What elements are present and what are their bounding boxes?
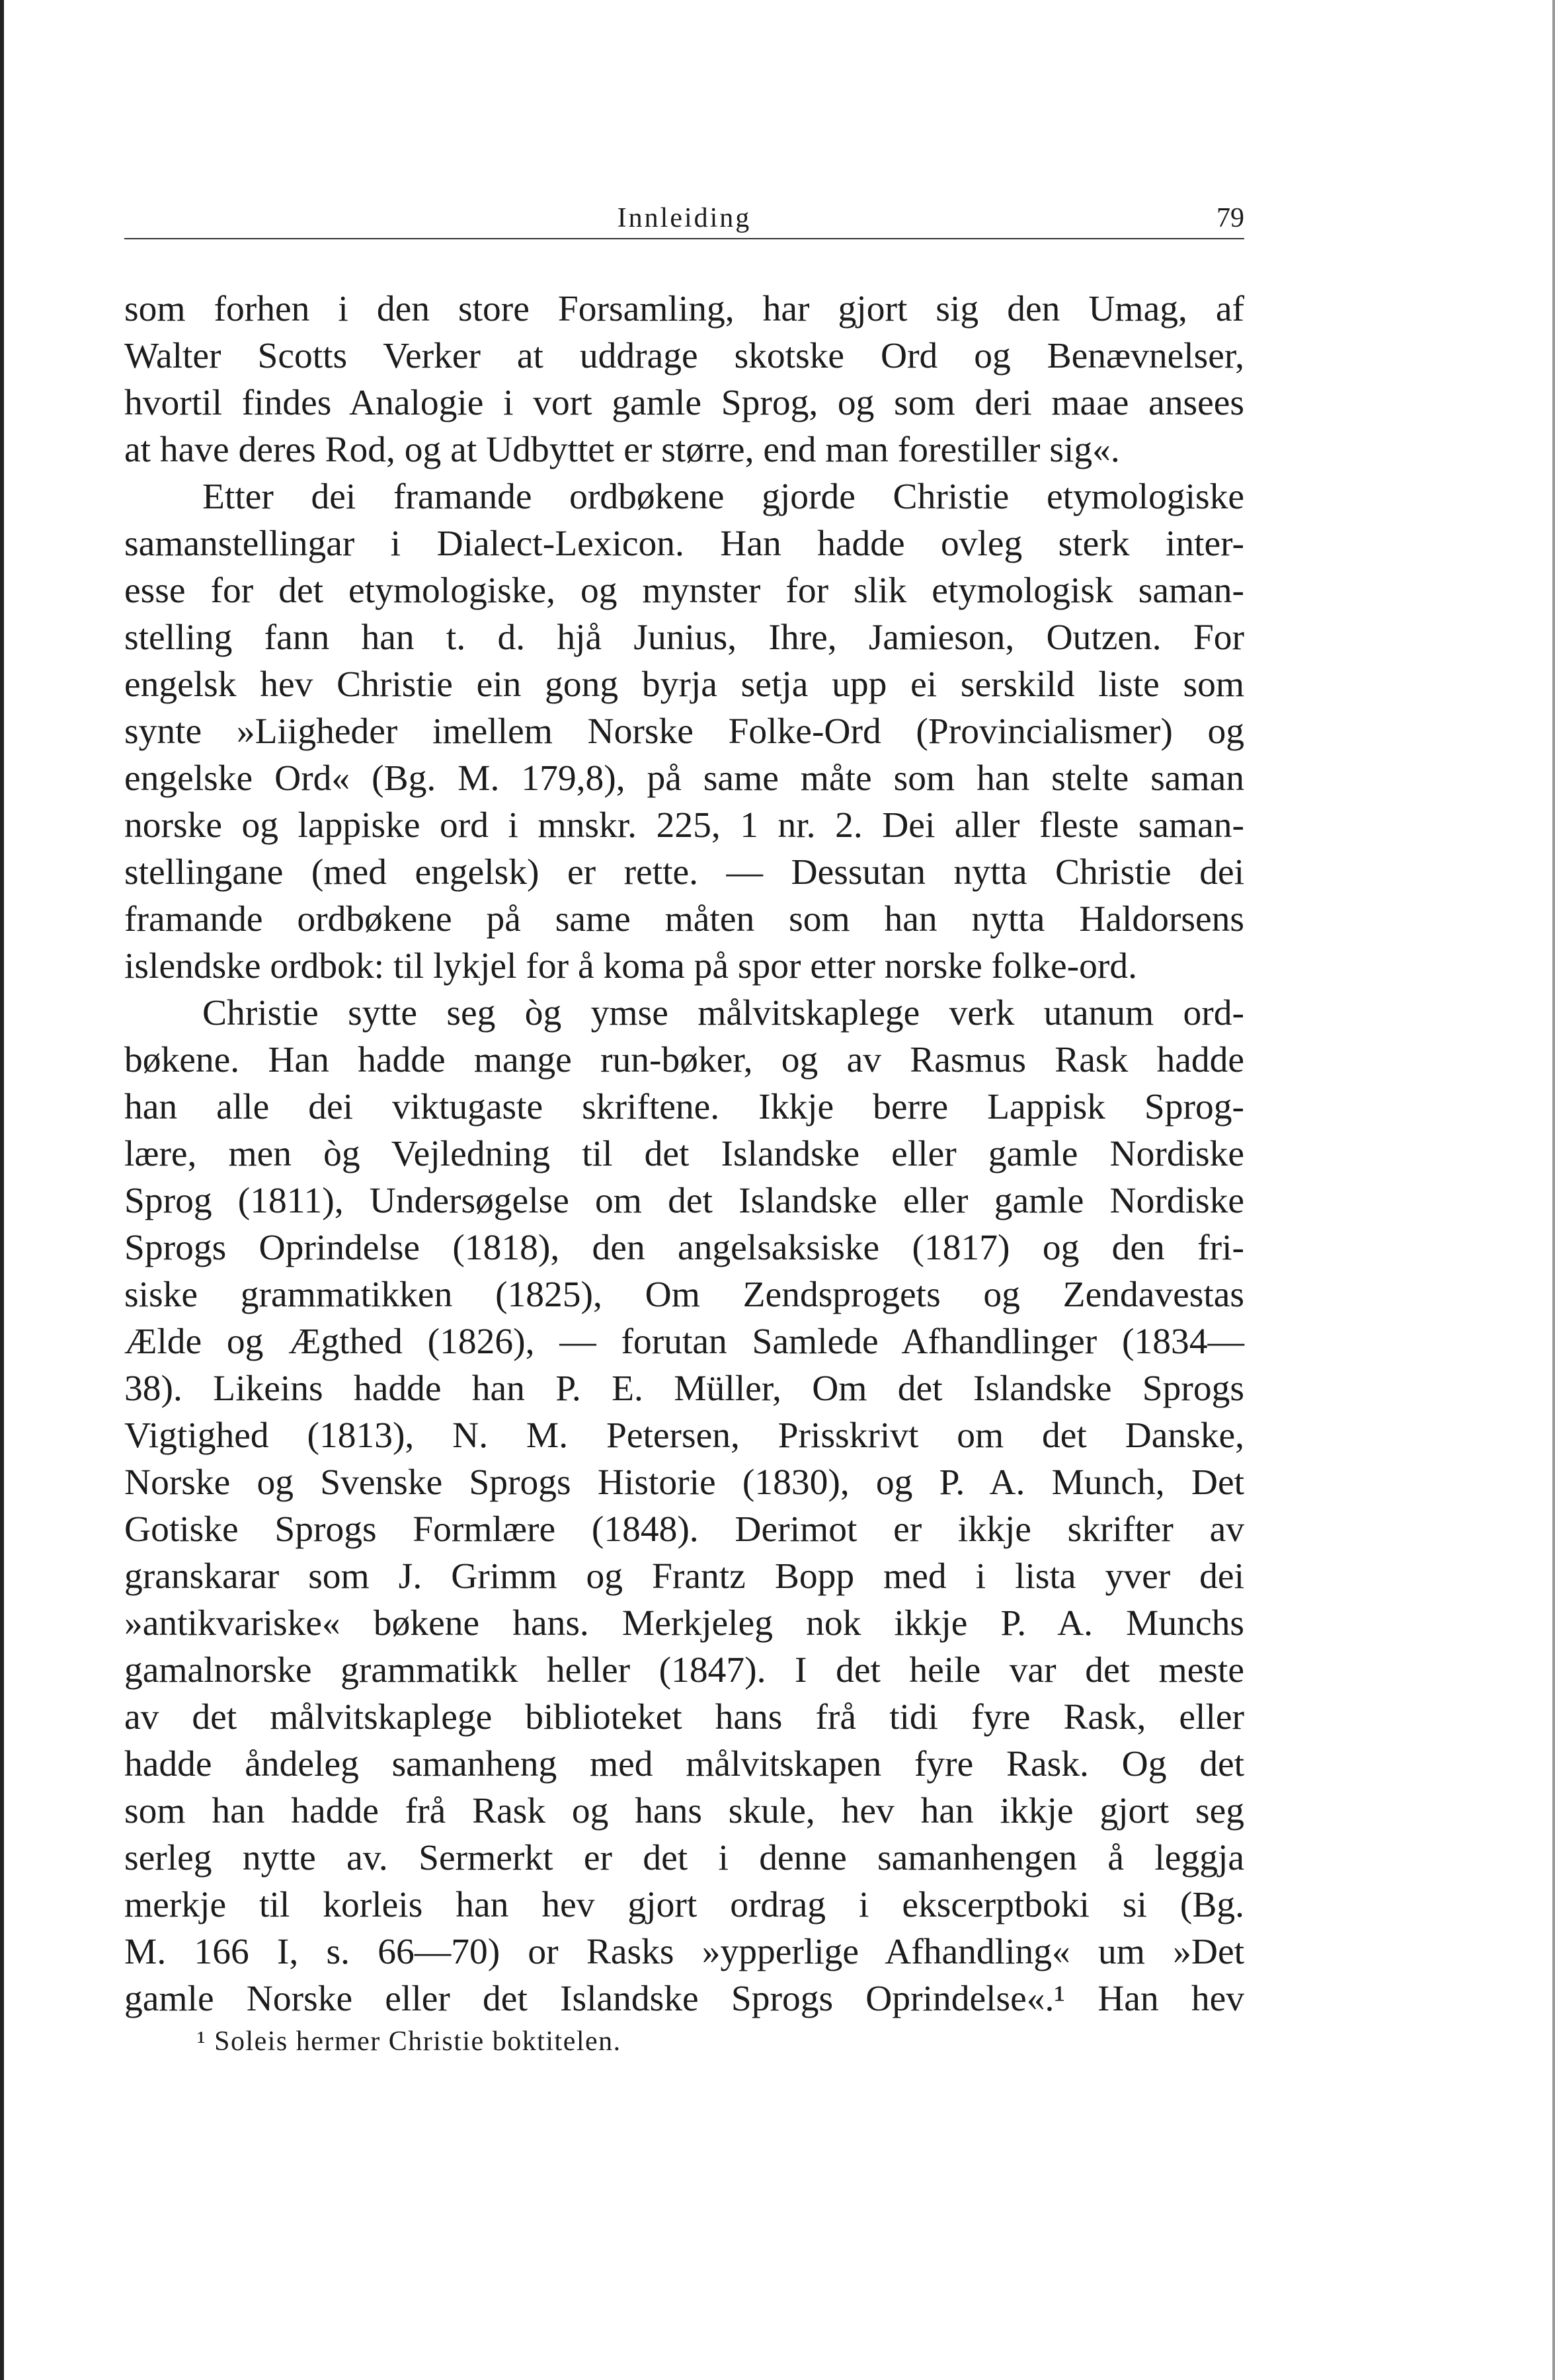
text-line: Walter Scotts Verker at uddrage skotske Ord og Benævnelser, [124,336,1244,376]
text-line: esse for det etymologiske, og mynster for slik etymologisk saman- [124,571,1244,611]
text-line: stellingane (med engelsk) er rette. — Dessutan nytta Christie dei [124,852,1244,892]
text-line: Christie sytte seg òg ymse målvitskaplege verk utanum ord- [202,993,1244,1033]
text-line: islendske ordbok: til lykjel for å koma på spor etter norske folke-ord. [124,946,1138,986]
text-line: Sprog (1811), Undersøgelse om det Islandske eller gamle Nordiske [124,1181,1244,1221]
text-line: Sprogs Oprindelse (1818), den angelsaksiske (1817) og den fri- [124,1228,1244,1268]
text-line: Ælde og Ægthed (1826), — forutan Samlede Afhandlinger (1834— [124,1322,1244,1362]
text-line: merkje til korleis han hev gjort ordrag i ekscerptboki si (Bg. [124,1885,1244,1925]
text-line: 38). Likeins hadde han P. E. Müller, Om det Islandske Sprogs [124,1368,1244,1409]
text-line: Etter dei framande ordbøkene gjorde Christie etymologiske [202,477,1244,517]
text-line: granskarar som J. Grimm og Frantz Bopp med i lista yver dei [124,1556,1244,1597]
text-line: synte »Liigheder imellem Norske Folke-Ord (Provincialismer) og [124,711,1244,752]
text-line: gamle Norske eller det Islandske Sprogs Oprindelse«.¹ Han hev [124,1979,1244,2019]
running-title: Innleiding [617,203,752,233]
text-line: samanstellingar i Dialect-Lexicon. Han hadde ovleg sterk inter- [124,524,1244,564]
text-line: at have deres Rod, og at Udbyttet er større, end man forestiller sig«. [124,430,1120,470]
text-line: M. 166 I, s. 66—70) or Rasks »ypperlige Afhandling« um »Det [124,1932,1244,1972]
text-line: som forhen i den store Forsamling, har gjort sig den Umag, af [124,289,1244,329]
text-line: gamalnorske grammatikk heller (1847). I det heile var det meste [124,1650,1244,1690]
text-line: av det målvitskaplege biblioteket hans frå tidi fyre Rask, eller [124,1697,1244,1737]
text-line: Vigtighed (1813), N. M. Petersen, Prisskrivt om det Danske, [124,1415,1244,1456]
running-head [124,198,1244,239]
page-number: 79 [1216,203,1244,233]
body-text [124,286,1244,2022]
text-line: lære, men òg Vejledning til det Islandske eller gamle Nordiske [124,1134,1244,1174]
text-line: Gotiske Sprogs Formlære (1848). Derimot er ikkje skrifter av [124,1509,1244,1550]
text-line: hvortil findes Analogie i vort gamle Sprog, og som deri maae ansees [124,383,1244,423]
footnote: ¹ Soleis hermer Christie boktitelen. [197,2026,621,2057]
text-line: som han hadde frå Rask og hans skule, hev han ikkje gjort seg [124,1791,1244,1831]
text-line: stelling fann han t. d. hjå Junius, Ihre, Jamieson, Outzen. For [124,617,1244,658]
text-line: serleg nytte av. Sermerkt er det i denne samanhengen å leggja [124,1838,1244,1878]
text-line: bøkene. Han hadde mange run-bøker, og av Rasmus Rask hadde [124,1040,1244,1080]
text-line: framande ordbøkene på same måten som han nytta Haldorsens [124,899,1244,939]
text-line: norske og lappiske ord i mnskr. 225, 1 nr. 2. Dei aller fleste saman- [124,805,1244,846]
text-line: engelsk hev Christie ein gong byrja setja upp ei serskild liste som [124,664,1244,705]
text-line: engelske Ord« (Bg. M. 179,8), på same måte som han stelte saman [124,758,1244,799]
text-line: Norske og Svenske Sprogs Historie (1830), og P. A. Munch, Det [124,1462,1244,1503]
text-line: hadde åndeleg samanheng med målvitskapen fyre Rask. Og det [124,1744,1244,1784]
text-line: »antikvariske« bøkene hans. Merkjeleg nok ikkje P. A. Munchs [124,1603,1244,1644]
text-line: siske grammatikken (1825), Om Zendsprogets og Zendavestas [124,1275,1244,1315]
text-line: han alle dei viktugaste skriftene. Ikkje berre Lappisk Sprog- [124,1087,1244,1127]
